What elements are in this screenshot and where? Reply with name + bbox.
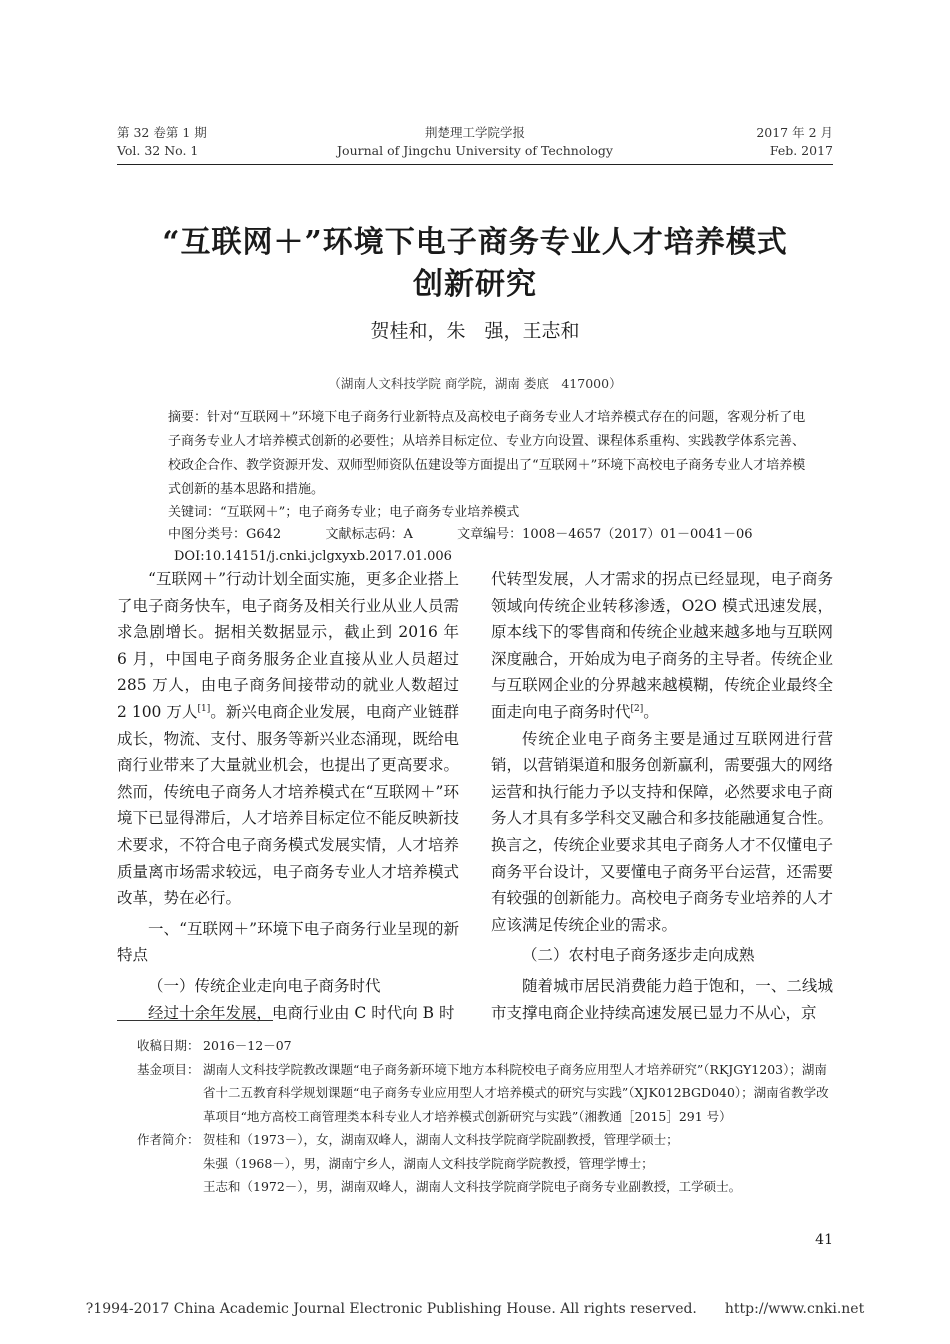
author-bio-3: 王志和（1972－），男，湖南双峰人，湖南人文科技学院商学院电子商务专业副教授，工学硕士。: [203, 1179, 742, 1194]
doi: DOI:10.14151/j.cnki.jclgxyxb.2017.01.006: [174, 549, 452, 564]
author-bio-1: 贺桂和（1973－），女，湖南双峰人，湖南人文科技学院商学院副教授，管理学硕士；: [203, 1132, 679, 1147]
received-date-row: [137, 1034, 837, 1058]
citation-1[interactable]: [1]: [197, 703, 211, 714]
header-rule: [117, 164, 833, 165]
date-en: Feb. 2017: [769, 143, 833, 158]
paragraph-text: 。新兴电商企业发展，电商产业链群成长，物流、支付、服务等新兴业态涌现，既给电商行业带来了大量就业机会，也提出了更高要求。然而，传统电子商务人才培养模式在“互联网＋”环境下已显得滞后，人才培养目标定位不能反映新技术要求，不符合电子商务模式发展实情，人才培养质量离市场需求较远，电子商务专业人才培养模式改革，势在必行。: [117, 702, 459, 908]
header-date: [756, 124, 833, 160]
author-bio-2: 朱强（1968－），男，湖南宁乡人，湖南人文科技学院商学院教授，管理学博士；: [203, 1155, 654, 1171]
abstract: [168, 406, 808, 502]
fund-row: [137, 1058, 837, 1129]
keywords: 关键词：“互联网＋”；电子商务专业；电子商务专业培养模式: [168, 505, 520, 520]
paragraph-text: 代转型发展，人才需求的拐点已经显现，电子商务领域向传统企业转移渗透，O2O 模式迅速发展，原本线下的零售商和传统企业越来越多地与互联网深度融合，开始成为电子商务的主导者。传统企业与互联网企业的分界越来越模糊，传统企业最终全面走向电子商务时代: [491, 570, 833, 721]
author-bio-label: 作者简介：: [137, 1132, 200, 1147]
body-paragraph: [491, 566, 833, 726]
paragraph-text: “互联网＋”行动计划全面实施，更多企业搭上了电子商务快车，电子商务及相关行业从业人员需求急剧增长。据相关数据显示，截止到 2016 年 6 月，中国电子商务服务企业直接从业人员超过 285 万人，由电子商务间接带动的就业人数超过 2 100 万人: [117, 570, 459, 721]
body-paragraph: 传统企业电子商务主要是通过互联网进行营销，以营销渠道和服务创新赢利，需要强大的网络运营和执行能力予以支持和保障，必然要求电子商务人才具有多学科交叉融合和多技能融通复合性。换言之，传统企业要求其电子商务人才不仅懂电子商务平台设计，又要懂电子商务平台运营，还需要有较强的创新能力。高校电子商务专业培养的人才应该满足传统企业的需求。: [491, 729, 833, 934]
article-number: 文章编号：1008－4657（2017）01－0041－06: [457, 527, 753, 542]
clc-number: 中图分类号：G642: [168, 527, 282, 542]
footnotes: [137, 1034, 837, 1199]
fund-label: 基金项目：: [137, 1061, 200, 1077]
volume-cn: 第 32 卷第 1 期: [117, 125, 207, 140]
footnote-rule: [117, 1020, 273, 1021]
paragraph-text: 。: [643, 702, 659, 721]
author-bio-row: [137, 1128, 837, 1152]
authors: 贺桂和，朱 强，王志和: [370, 320, 580, 342]
fund-text: 湖南人文科技学院教改课题“电子商务新环境下地方本科院校电子商务应用型人才培养研究”（RKJGY1203）；湖南省十二五教育科学规划课题“电子商务专业应用型人才培养模式的研究与实践”（XJK012BGD040）；湖南省教学改革项目“地方高校工商管理类本科专业人才培养模式创新研究与实践”（湘教通［2015］291 号）: [203, 1061, 829, 1124]
title-line-2: 创新研究: [413, 267, 537, 302]
author-bio-row: [137, 1152, 837, 1176]
section-heading-1: 一、“互联网＋”环境下电子商务行业呈现的新特点: [117, 919, 459, 965]
date-cn: 2017 年 2 月: [756, 125, 833, 140]
volume-en: Vol. 32 No. 1: [117, 143, 199, 158]
abstract-text: 摘要：针对“互联网＋”环境下电子商务行业新特点及高校电子商务专业人才培养模式存在的问题，客观分析了电子商务专业人才培养模式创新的必要性；从培养目标定位、专业方向设置、课程体系重构、实践教学体系完善、校政企合作、教学资源开发、双师型师资队伍建设等方面提出了“互联网＋”环境下高校电子商务专业人才培养模式创新的基本思路和措施。: [168, 410, 806, 497]
subsection-heading-1-2: （二）农村电子商务逐步走向成熟: [522, 946, 755, 965]
journal-cn: 荆楚理工学院学报: [424, 125, 525, 140]
received-date: 2016－12－07: [203, 1038, 292, 1053]
author-bio-row: [137, 1175, 837, 1199]
page-number: 41: [815, 1232, 833, 1248]
document-code: 文献标志码：A: [325, 527, 413, 542]
journal-en: Journal of Jingchu University of Technology: [337, 143, 613, 158]
subsection-heading-1-1: （一）传统企业走向电子商务时代: [148, 976, 381, 995]
copyright-line: ?1994-2017 China Academic Journal Electronic Publishing House. All rights reserved. http://www.cnki.net: [85, 1301, 865, 1317]
body-paragraph: 经过十余年发展，电商行业由 C 时代向 B 时: [148, 1003, 455, 1022]
paper-title: [0, 222, 950, 306]
title-line-1: “互联网＋”环境下电子商务专业人才培养模式: [162, 225, 788, 260]
received-label: 收稿日期：: [137, 1038, 200, 1053]
body-paragraph: 随着城市居民消费能力趋于饱和，一、二线城市支撑电商企业持续高速发展已显力不从心，京: [491, 976, 833, 1022]
citation-2[interactable]: [2]: [630, 703, 644, 714]
affiliation: （湖南人文科技学院 商学院，湖南 娄底 417000）: [328, 376, 622, 391]
left-column: [117, 566, 459, 1026]
classification-row: [168, 524, 808, 546]
body-paragraph: [117, 566, 459, 912]
right-column: [491, 566, 833, 1026]
